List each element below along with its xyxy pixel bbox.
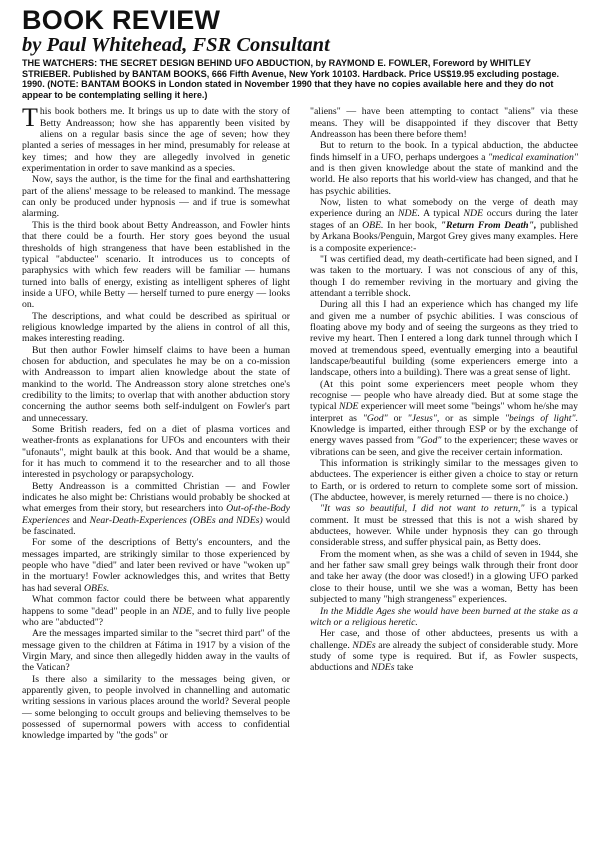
text: are already the subject of considerable study. More study of some type is required. But if, as Fowler suspects, abductions and	[310, 639, 578, 674]
text: or as simple	[439, 412, 505, 424]
text: What common factor could there be between what apparently happens to some "dead" people in an	[22, 594, 290, 617]
text: Knowledge is imparted, either through ESP or by the exchange of energy waves passed from	[310, 424, 578, 447]
paragraph: Is there also a similarity to the messages being given, or apparently given, to people involved in channelling and automatic writing sessions in various places around the world? Several people — some belonging to occult groups and believing themselves to be possessed of supernormal powers with access to confidential knowledge imparted by "the gods" or	[22, 673, 290, 742]
page-title: BOOK REVIEW	[22, 5, 221, 35]
paragraph: "aliens" — have been attempting to contact "aliens" via these means. They will be disappointed if they discover that Betty Andreasson has been there before them!	[310, 106, 578, 141]
text: Her case, and those of other abductees, presents us with a challenge.	[310, 628, 578, 651]
italic-text: "beings of light".	[504, 412, 579, 424]
paragraph	[310, 197, 578, 254]
paragraph	[310, 503, 578, 548]
book-details: THE WATCHERS: THE SECRET DESIGN BEHIND UFO ABDUCTION, by RAYMOND E. FOWLER, Foreword by WHITLEY STRIEBER. Published by BANTAM BOOKS, 666 Fifth Avenue, New York 10103. Hardback. Price US$19.95 excluding postage. 1990. (NOTE: BANTAM BOOKS in London stated in November 1990 that they have no copies available here and they do not appear to be contemplating selling it here.)	[22, 58, 560, 100]
italic-text: "God"	[416, 435, 442, 447]
italic-text: "God"	[362, 412, 388, 424]
text: experiencer will meet some "beings" whom he/she may interpret as	[310, 401, 578, 424]
paragraph	[310, 140, 578, 197]
italic-text: NDEs	[352, 639, 376, 651]
italic-text: "Jesus",	[407, 412, 440, 424]
italic-text: In the Middle Ages she would have been burned at the stake as a witch or a religious heretic.	[310, 605, 578, 628]
paragraph: The descriptions, and what could be described as spiritual or religious knowledge imparted by the aliens in control of all this, makes interesting reading.	[22, 310, 290, 345]
paragraph: This is the third book about Betty Andreasson, and Fowler hints that there could be a fourth. Her story goes beyond the usual thresholds of high strangeness that have been established in the typical "abductee" scenario. It introduces us to concepts of paraphysics with which few readers will be familiar — humans turned into balls of energy, existing as intelligent spheres of light inside a UFO, while Betty — herself turned to pure energy — looks on.	[22, 219, 290, 311]
byline: by Paul Whitehead, FSR Consultant	[22, 34, 330, 56]
text: A typical	[419, 208, 464, 220]
text: and to fully live people who are "abducted"?	[22, 605, 290, 628]
article-body	[22, 103, 579, 742]
text: take	[394, 662, 414, 674]
italic-text: NDE	[463, 208, 484, 220]
text: In her book,	[383, 219, 441, 231]
italic-text: NDEs	[371, 662, 395, 674]
text: and	[69, 514, 90, 526]
italic-text: Near-Death-Experiences (OBEs and NDEs)	[89, 514, 263, 526]
paragraph	[310, 628, 578, 673]
italic-text: Out-of-the-Body Experiences	[22, 503, 290, 526]
italic-text: NDE	[339, 401, 359, 413]
column-right	[310, 106, 578, 741]
paragraph: This information is strikingly similar to the messages given to abductees. The experiencer is either given a choice to stay or return to Earth, or is ordered to return to complete some sort of mission. (The abductee, however, is merely returned — there is no choice.)	[310, 458, 578, 504]
text: or	[387, 412, 408, 424]
paragraph: "I was certified dead, my death-certificate had been signed, and I was taken to the mortuary. I was not conscious of any of this, though I do remember reviving in the mortuary and giving the attendant a terrible shock.	[310, 253, 578, 299]
text: occurs during the later stages of an	[310, 208, 578, 231]
paragraph-text: his book bothers me. It brings us up to date with the story of Betty Andreasson; how she has apparently been visited by aliens on a regular basis since the age of seven; how they planted a series of messages in her mind, presumably for release at key times; and how they are allegedly involved in genetic experimentation in order to save mankind as a species.	[22, 106, 290, 175]
paragraph	[22, 103, 290, 175]
drop-cap: T	[22, 103, 38, 133]
italic-text: NDE,	[172, 605, 195, 617]
paragraph: But then author Fowler himself claims to have been a human chosen for abduction, and speculates he may be on a co-mission with Andreasson to impart alien knowledge about the state of mankind to the world. The Andreasson story alone stretches one's credibility to the limits; to overlap that with another abduction story concerning the author seems both self-indulgent on Fowler's part and unnecessary.	[22, 344, 290, 424]
italic-text: OBE.	[362, 219, 384, 231]
text: to the experiencer; these waves or vibrations can be seen, and give the receiver certain information.	[310, 435, 578, 458]
paragraph: Are the messages imparted similar to the "secret third part" of the message given to the children at Fátima in 1917 by a vision of the Virgin Mary, and since then allegedly hidden away in the vaults of the Vatican?	[22, 628, 290, 674]
italic-text: NDE.	[398, 208, 420, 220]
paragraph	[310, 379, 578, 458]
text: and is then given knowledge about the state of mankind and the world. He also reports that his world-view has changed, and that he has psychic abilities.	[310, 163, 578, 197]
text: But to return to the book. In a typical abduction, the abductee finds himself in a UFO, perhaps undergoes a	[310, 140, 578, 163]
paragraph: From the moment when, as she was a child of seven in 1944, she and her father saw small grey beings walk through their front door and take her away (the door was closed!) in a glowing UFO parked close to their house, until we she was a woman, Betty has been subjected to many "high strangeness" experiences.	[310, 548, 578, 606]
italic-text: "medical examination"	[488, 151, 578, 163]
book-title: "Return From Death",	[440, 219, 537, 231]
column-left	[22, 103, 291, 742]
italic-text: OBEs.	[84, 582, 110, 594]
text: (At this point some experiencers meet people whom they recognise — people who have already died. But at some stage the typical	[310, 378, 578, 413]
paragraph	[22, 537, 290, 594]
text: published by Arkana Books/Penguin, Margot Grey gives many examples. Here is a composite experience:-	[310, 219, 579, 254]
paragraph	[310, 606, 578, 629]
paragraph	[22, 594, 290, 628]
paragraph: Some British readers, fed on a diet of plasma vortices and weather-fronts as explanations for UFOs and encounters with their "ufonauts", might baulk at this book. And that would be a shame, for it has much to commend it to the researcher and to all those interested in psychology or parapsychology.	[22, 424, 290, 481]
text: is a typical comment. It must be stressed that this is not a wish shared by abductees, however. While under hypnosis they can go through considerable stress, and suffer physical pain, as Betty does.	[310, 503, 578, 549]
text: Betty Andreasson is a committed Christian — and Fowler indicates he also might be: Christians would probably be shocked at what emerges from their story, but researchers into	[22, 480, 290, 515]
paragraph	[22, 481, 290, 538]
italic-text: "It was so beautiful, I did not want to return,"	[320, 503, 525, 515]
text: Now, listen to what somebody on the verge of death may experience during an	[310, 197, 578, 220]
paragraph: During all this I had an experience which has changed my life and given me a number of psychic abilities. I was conscious of floating above my body and of seeing the surgeons as they tried to revive my heart. Then I entered a long dark tunnel through which I moved at tremendous speed, eventually emerging into a beautiful landscape/beautiful building (some experiencers emerge into a landscape, others into a building). There was a great sense of light.	[310, 299, 578, 379]
text: For some of the descriptions of Betty's encounters, and the messages imparted, are strikingly similar to those experienced by people who have "died" and later been revived or have "woken up" in the mortuary! Fowler acknowledges this, and writes that Betty has had several	[22, 537, 290, 594]
paragraph: Now, says the author, is the time for the final and earthshattering part of the aliens' message to be released to mankind. The message can only be produced under hypnosis — and if true is somewhat alarming.	[22, 174, 290, 220]
text: would be fascinated.	[22, 514, 291, 538]
